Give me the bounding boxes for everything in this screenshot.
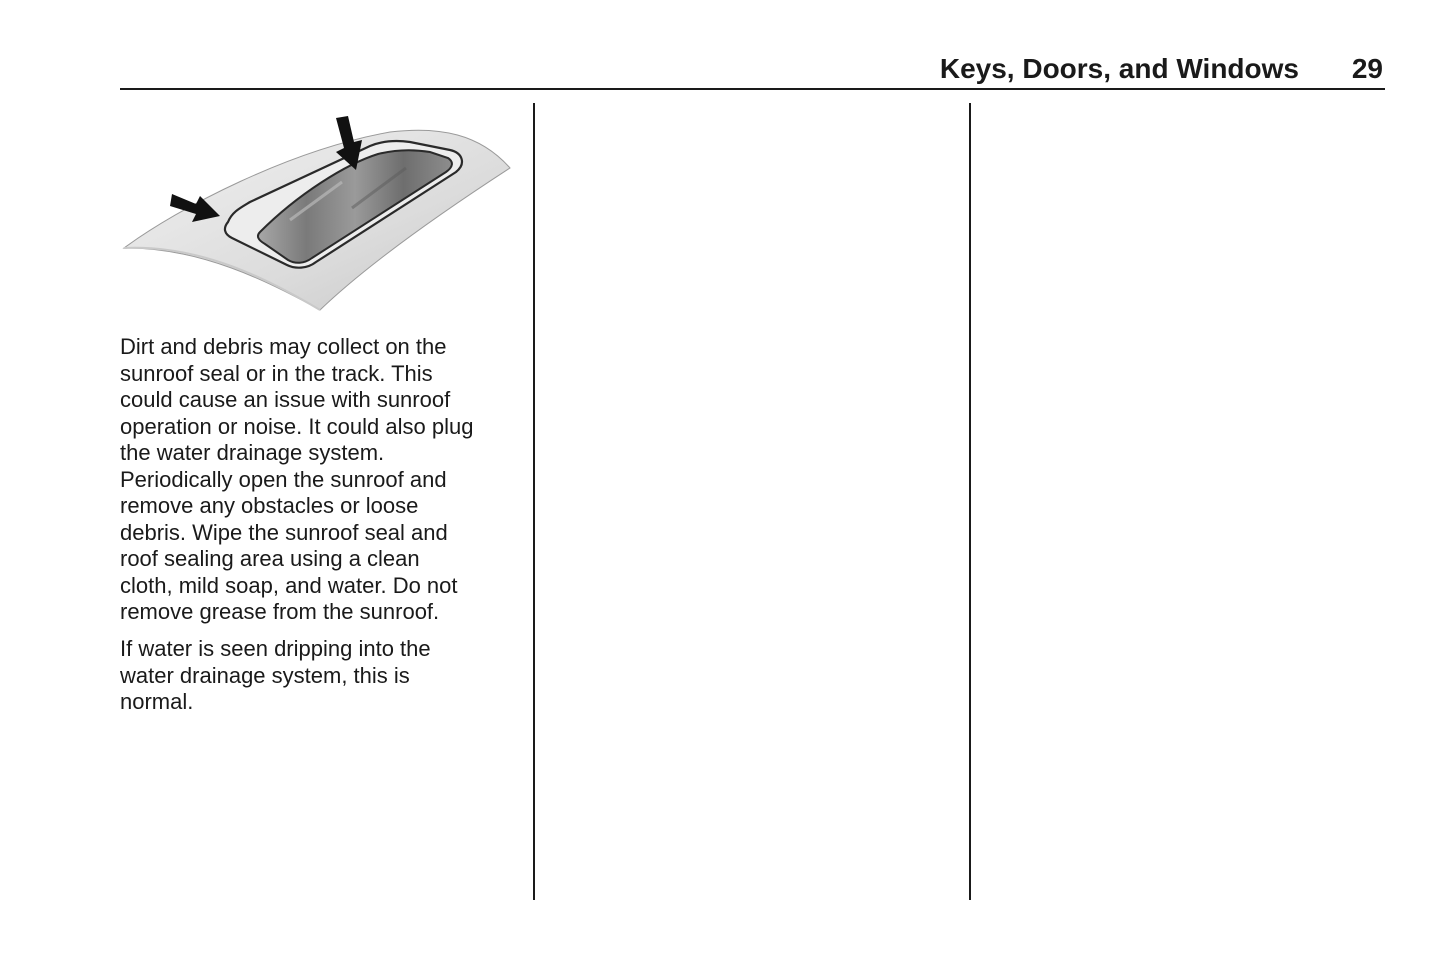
sunroof-arrows-illustration xyxy=(120,112,512,314)
text-line: If water is seen dripping into the xyxy=(120,636,431,661)
page-number: 29 xyxy=(1351,53,1383,84)
text-line: cloth, mild soap, and water. Do not xyxy=(120,572,458,598)
text-line: roof sealing area using a clean xyxy=(120,546,420,571)
section-title: Keys, Doors, and Windows xyxy=(939,53,1299,84)
column-divider-1 xyxy=(533,103,535,900)
text-line: the water drainage system. xyxy=(120,440,385,465)
text-line: Dirt and debris may collect on the xyxy=(120,334,447,359)
text-line: debris. Wipe the sunroof seal and xyxy=(120,519,448,545)
text-line: could cause an issue with sunroof xyxy=(120,387,451,412)
text-line: remove any obstacles or loose xyxy=(120,493,419,518)
text-line: normal. xyxy=(120,689,194,714)
text-line: remove grease from the sunroof. xyxy=(120,599,440,624)
text-line: water drainage system, this is xyxy=(120,662,410,688)
column-divider-2 xyxy=(969,103,971,900)
page-header xyxy=(120,40,1385,90)
text-line: Periodically open the sunroof and xyxy=(120,466,447,492)
text-line: sunroof seal or in the track. This xyxy=(120,360,433,386)
text-line: operation or noise. It could also plug xyxy=(120,413,474,439)
paragraph-sunroof-debris xyxy=(120,334,525,626)
paragraph-water-dripping xyxy=(120,636,525,716)
